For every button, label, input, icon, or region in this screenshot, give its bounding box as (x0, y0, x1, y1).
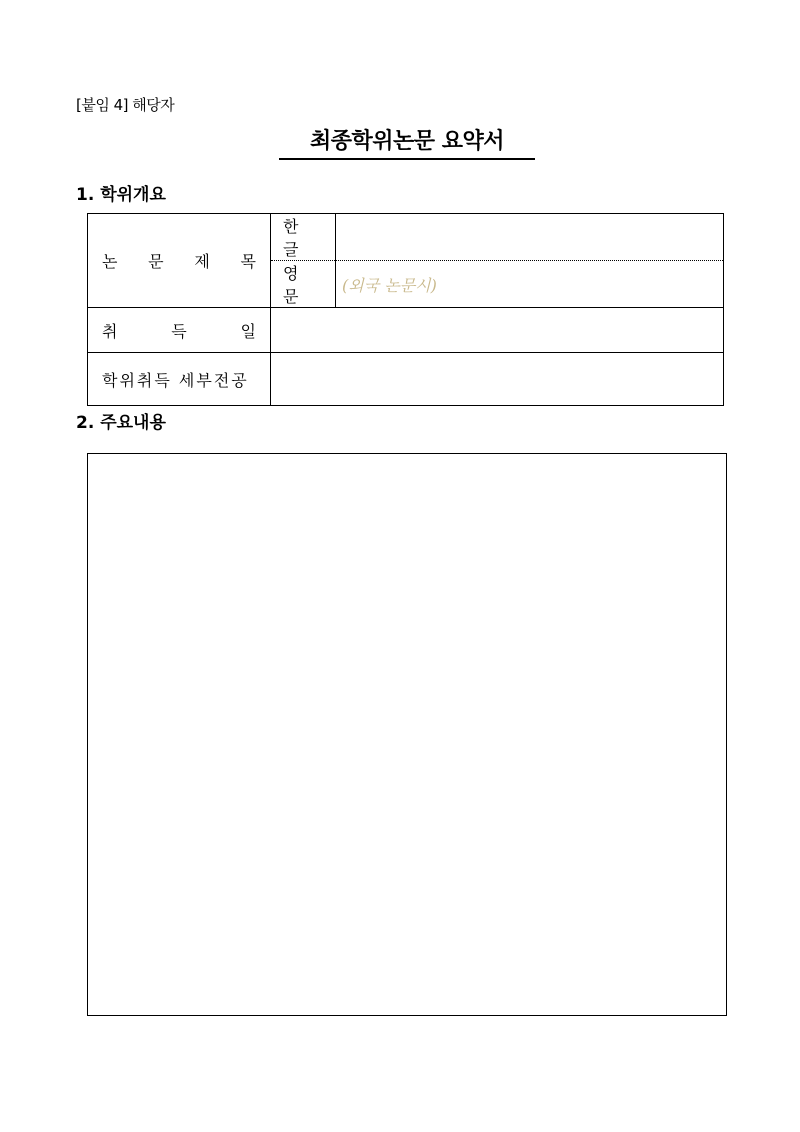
acquisition-date-field[interactable] (271, 308, 724, 353)
page-title: 최종학위논문 요약서 (310, 129, 504, 154)
section-heading-overview: 1. 학위개요 (76, 185, 166, 205)
main-content-box[interactable] (87, 453, 727, 1016)
thesis-title-label-char: 문 (148, 252, 164, 271)
thesis-title-label-char: 목 (240, 252, 256, 271)
attachment-label: [붙임 4] 해당자 (76, 96, 175, 114)
acquisition-date-label (88, 308, 271, 353)
major-label-cell (88, 353, 271, 406)
title-underline (279, 126, 535, 160)
english-title-field[interactable] (336, 261, 724, 308)
major-label: 학위취득 세부전공 (102, 370, 249, 390)
acquisition-date-label-char: 취 (102, 321, 118, 341)
major-field[interactable] (271, 353, 724, 406)
thesis-title-label-char: 제 (194, 252, 210, 271)
section-heading-main-content: 2. 주요내용 (76, 413, 166, 433)
thesis-title-label (88, 214, 271, 308)
korean-title-field[interactable] (336, 214, 724, 261)
acquisition-date-label-char: 득 (171, 321, 187, 341)
degree-overview-table (87, 213, 724, 406)
acquisition-date-label-char: 일 (240, 321, 256, 341)
english-title-placeholder: (외국 논문시) (342, 275, 437, 295)
korean-title-label: 한 글 (271, 214, 336, 261)
thesis-title-label-char: 논 (102, 252, 118, 271)
english-title-label: 영 문 (271, 261, 336, 308)
